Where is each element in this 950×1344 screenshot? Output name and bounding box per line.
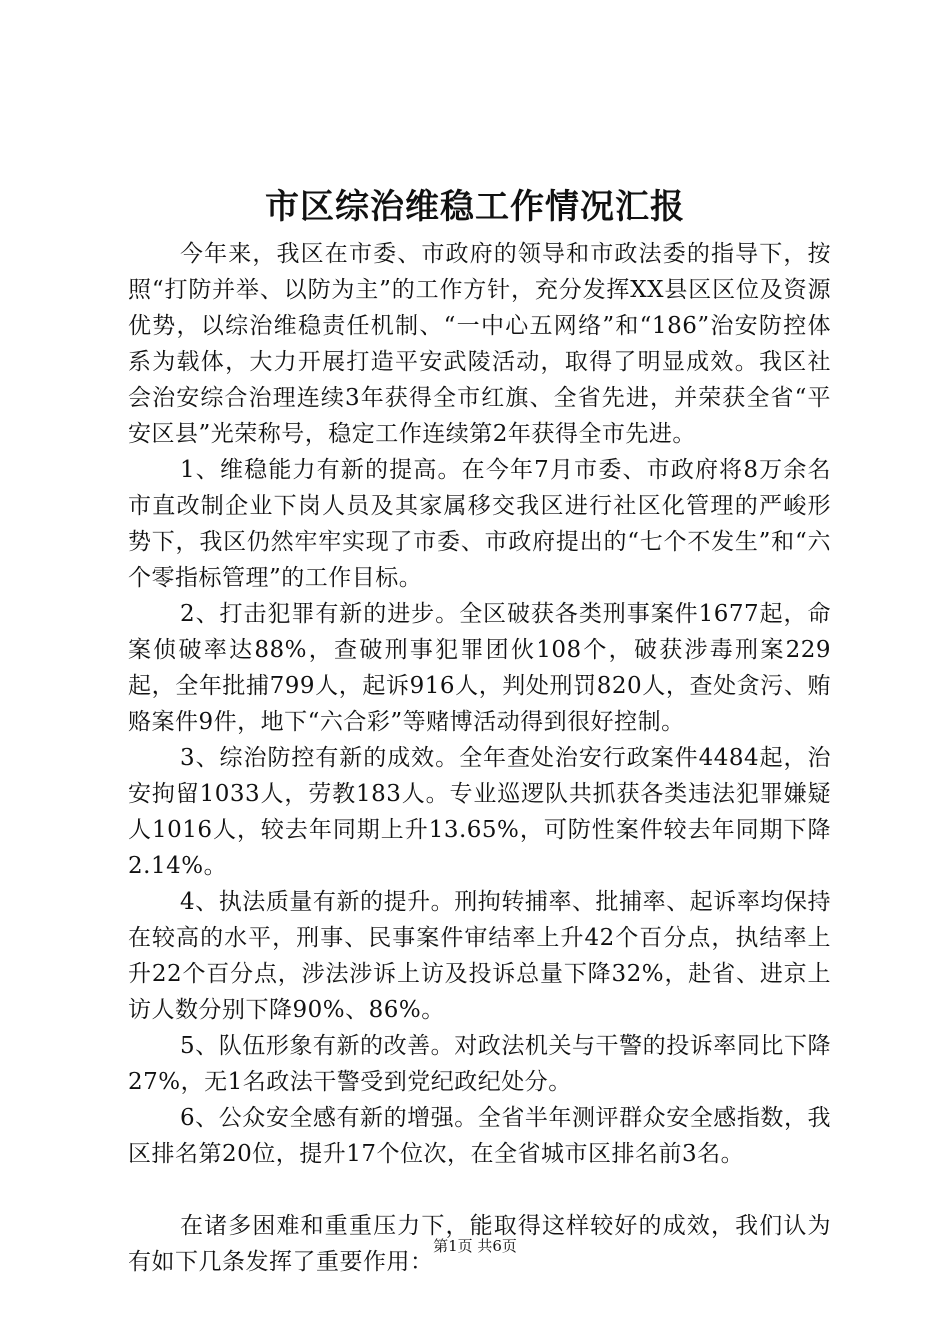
paragraph-item-2: 2、打击犯罪有新的进步。全区破获各类刑事案件1677起，命案侦破率达88%，查破刑事犯罪团伙108个，破获涉毒刑案229起，全年批捕799人，起诉916人，判处刑罚820人，查处贪污、贿赂案件9件，地下“六合彩”等赌博活动得到很好控制。 bbox=[128, 601, 831, 735]
paragraph-item-5: 5、队伍形象有新的改善。对政法机关与干警的投诉率同比下降27%，无1名政法干警受到党纪政纪处分。 bbox=[128, 1033, 831, 1095]
paragraph-intro: 今年来，我区在市委、市政府的领导和市政法委的指导下，按照“打防并举、以防为主”的工作方针，充分发挥XX县区区位及资源优势，以综治维稳责任机制、“一中心五网络”和“186”治安防控体系为载体，大力开展打造平安武陵活动，取得了明显成效。我区社会治安综合治理连续3年获得全市红旗、全省先进，并荣获全省“平安区县”光荣称号，稳定工作连续第2年获得全市先进。 bbox=[128, 241, 831, 447]
page-footer: 第1页 共6页 bbox=[433, 1237, 517, 1255]
paragraph-item-6: 6、公众安全感有新的增强。全省半年测评群众安全感指数，我区排名第20位，提升17个位次，在全省城市区排名前3名。 bbox=[128, 1105, 831, 1167]
paragraph-item-3: 3、综治防控有新的成效。全年查处治安行政案件4484起，治安拘留1033人，劳教183人。专业巡逻队共抓获各类违法犯罪嫌疑人1016人，较去年同期上升13.65%，可防性案件较去年同期下降2.14%。 bbox=[128, 745, 831, 879]
paragraph-item-1: 1、维稳能力有新的提高。在今年7月市委、市政府将8万余名市直改制企业下岗人员及其家属移交我区进行社区化管理的严峻形势下，我区仍然牢牢实现了市委、市政府提出的“七个不发生”和“六个零指标管理”的工作目标。 bbox=[128, 457, 831, 591]
paragraph-spacer bbox=[128, 1172, 831, 1208]
document-body bbox=[128, 236, 831, 1280]
document-title: 市区综治维稳工作情况汇报 bbox=[265, 187, 685, 227]
paragraph-item-4: 4、执法质量有新的提升。刑拘转捕率、批捕率、起诉率均保持在较高的水平，刑事、民事案件审结率上升42个百分点，执结率上升22个百分点，涉法涉诉上访及投诉总量下降32%，赴省、进京上访人数分别下降90%、86%。 bbox=[128, 889, 831, 1023]
paragraph-closing: 在诸多困难和重重压力下，能取得这样较好的成效，我们认为有如下几条发挥了重要作用： bbox=[128, 1213, 831, 1275]
